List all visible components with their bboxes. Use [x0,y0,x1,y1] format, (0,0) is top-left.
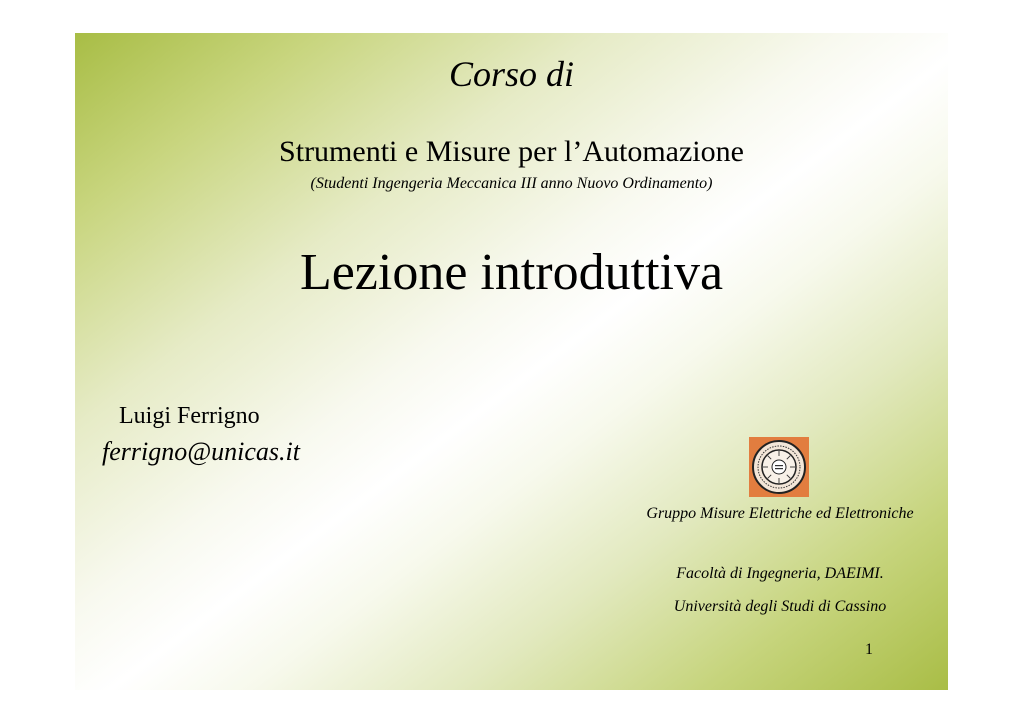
slide [75,33,948,690]
affiliation-faculty: Facoltà di Ingegneria, DAEIMI. [676,565,884,582]
lesson-title: Lezione introduttiva [299,244,724,301]
university-seal-icon [749,437,809,497]
course-name: Strumenti e Misure per l’Automazione [279,135,744,168]
affiliation-group: Gruppo Misure Elettriche ed Elettroniche [646,505,914,522]
author-name: Luigi Ferrigno [119,403,260,429]
author-email: ferrigno@unicas.it [102,437,300,466]
page-number: 1 [865,641,873,658]
affiliation-university: Università degli Studi di Cassino [673,598,887,615]
course-label: Corso di [448,54,575,94]
course-subtitle: (Studenti Ingengeria Meccanica III anno Nuovo Ordinamento) [310,175,713,192]
